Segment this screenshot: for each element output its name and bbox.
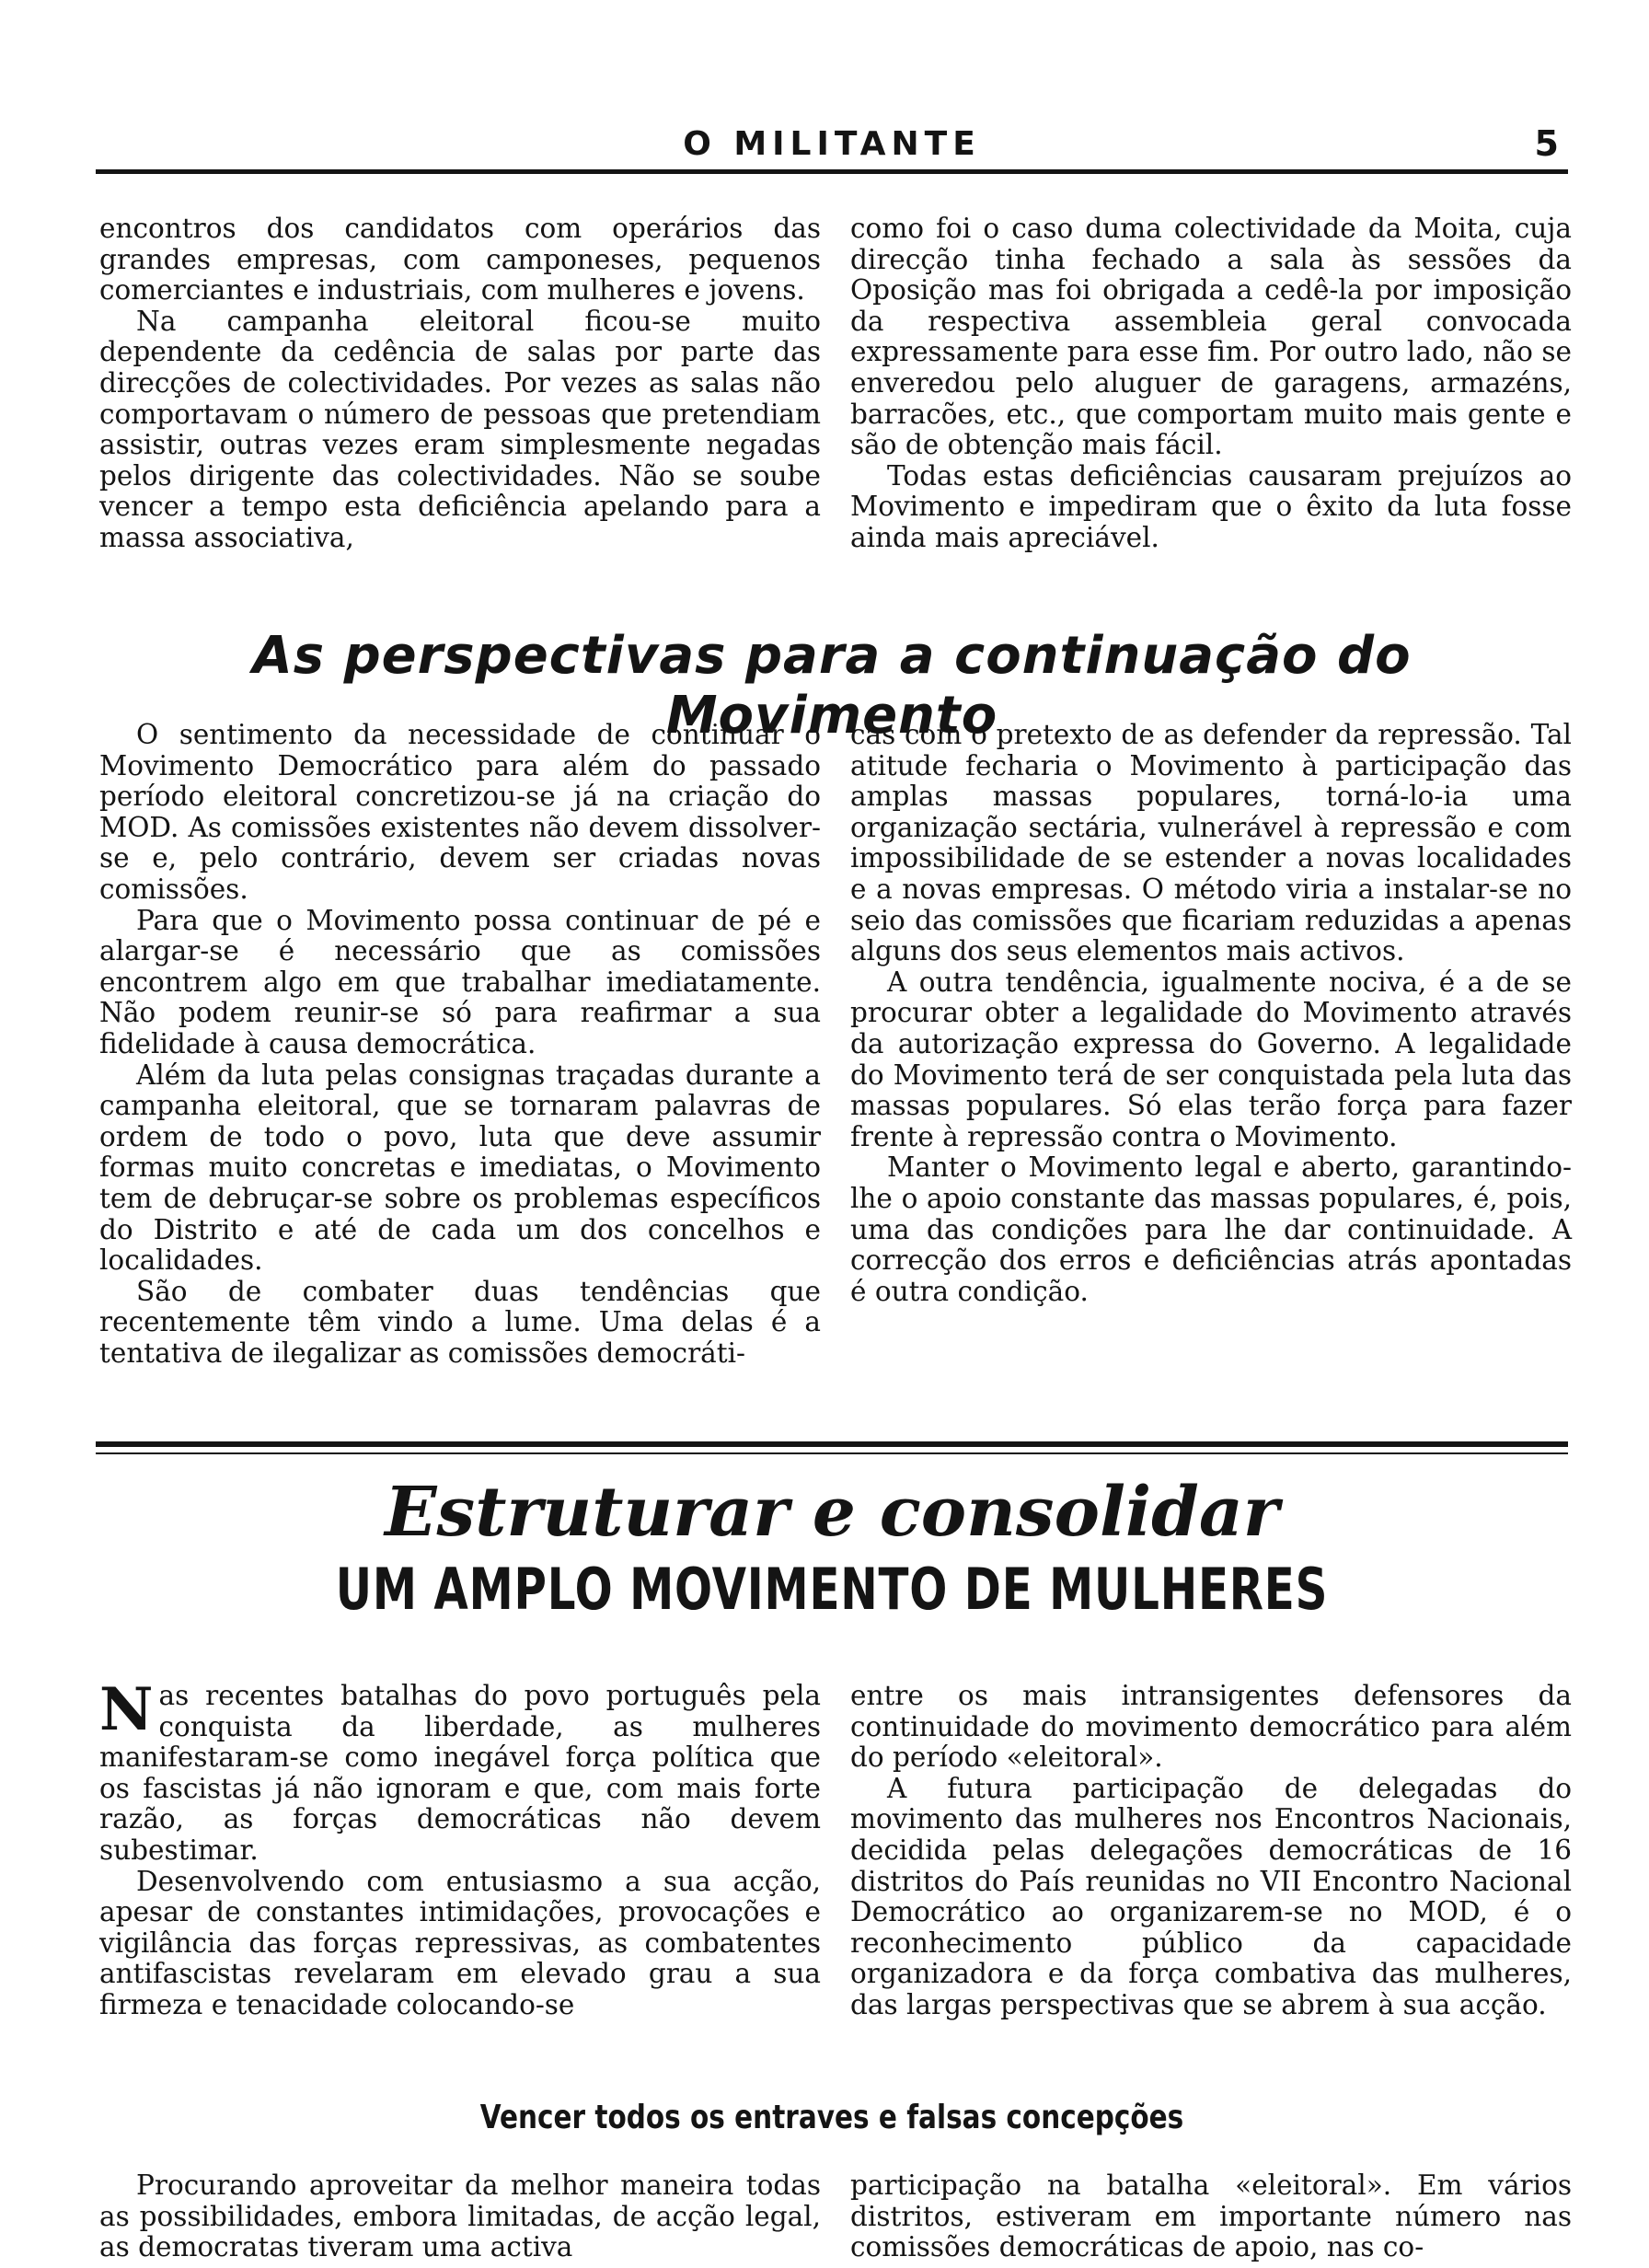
page-header	[96, 118, 1568, 173]
article-right-column	[850, 1681, 1572, 2021]
section1-columns	[99, 214, 1572, 554]
paragraph: participação na batalha «eleitoral». Em vários distritos, estiveram em importante número nas comissões democráticas de apoio, nas co-	[850, 2170, 1572, 2263]
paragraph: Procurando aproveitar da melhor maneira todas as possibilidades, embora limitadas, de acção legal, as democratas tiveram uma activa	[99, 2170, 821, 2263]
header-rule	[96, 169, 1568, 174]
section-divider	[96, 1441, 1568, 1447]
article-title: Estruturar e consolidar	[385, 1473, 1279, 1552]
section2-columns	[99, 720, 1572, 1369]
article-sub-right-column	[850, 2170, 1572, 2263]
article-left-column	[99, 1675, 821, 2021]
article-sub-columns	[99, 2170, 1572, 2263]
section-heading: As perspectivas para a continuação do Movimento	[252, 626, 1412, 746]
paragraph: cas com o pretexto de as defender da repressão. Tal atitude fecharia o Movimento à participação das amplas massas populares, torná-lo-ia uma organização sectária, vulnerável à repressão e com impossibilidade de se estender a novas localidades e a novas empresas. O método viria a instalar-se no seio das comissões que ficariam reduzidas a apenas alguns dos seus elementos mais activos.	[850, 719, 1572, 967]
paragraph: O sentimento da necessidade de continuar o Movimento Democrático para além do passado período eleitoral concretizou-se já na criação do MOD. As comissões existentes não devem dissolver-se e, pelo contrário, devem ser criadas novas comissões.	[99, 719, 821, 905]
section1-right-column	[850, 214, 1572, 554]
paragraph-text: as recentes batalhas do povo português pela conquista da liberdade, as mulheres manifestaram-se como inegável força política que os fascistas já não ignoram e que, com mais forte razão, as forças democráticas não devem subestimar.	[99, 1680, 821, 1866]
paragraph: Todas estas deficiências causaram prejuízos ao Movimento e impediram que o êxito da luta fosse ainda mais apreciável.	[850, 459, 1572, 553]
article-subtitle: UM AMPLO MOVIMENTO DE MULHERES	[335, 1556, 1329, 1623]
publication-title: O MILITANTE	[683, 125, 981, 163]
section1-left-column	[99, 214, 821, 554]
paragraph: Na campanha eleitoral ficou-se muito dependente da cedência de salas por parte das direcções de colectividades. Por vezes as salas não comportavam o número de pessoas que pretendiam assistir, outras vezes eram simplesmente negadas pelos dirigente das colectividades. Não se soube vencer a tempo esta deficiência apelando para a massa associativa,	[99, 305, 821, 553]
paragraph: Desenvolvendo com entusiasmo a sua acção, apesar de constantes intimidações, provocações e vigilância das forças repressivas, as combatentes antifascistas revelaram em elevado grau a sua firmeza e tenacidade colocando-se	[99, 1865, 821, 2020]
paragraph: entre os mais intransigentes defensores da continuidade do movimento democrático para além do período «eleitoral».	[850, 1680, 1572, 1774]
paragraph: A outra tendência, igualmente nociva, é a de se procurar obter a legalidade do Movimento através da autorização expressa do Governo. A legalidade do Movimento terá de ser conquistada pela luta das massas populares. Só elas terão força para fazer frente à repressão contra o Movimento.	[850, 966, 1572, 1152]
drop-cap: N	[99, 1675, 154, 1744]
paragraph: Para que o Movimento possa continuar de pé e alargar-se é necessário que as comissões encontrem algo em que trabalhar imediatamente. Não podem reunir-se só para reafirmar a sua fidelidade à causa democrática.	[99, 904, 821, 1059]
article-subheading: Vencer todos os entraves e falsas concepções	[479, 2099, 1184, 2136]
paragraph	[99, 1675, 821, 1867]
section-divider-thin	[96, 1452, 1568, 1454]
section2-left-column	[99, 720, 821, 1369]
paragraph: Manter o Movimento legal e aberto, garantindo-lhe o apoio constante das massas populares, é, pois, uma das condições para lhe dar continuidade. A correcção dos erros e deficiências atrás apontadas é outra condição.	[850, 1151, 1572, 1307]
paragraph: Além da luta pelas consignas traçadas durante a campanha eleitoral, que se tornaram palavras de ordem de todo o povo, luta que deve assumir formas muito concretas e imediatas, o Movimento tem de debruçar-se sobre os problemas específicos do Distrito e até de cada um dos concelhos e localidades.	[99, 1059, 821, 1277]
article-columns	[99, 1675, 1572, 2021]
page-number: 5	[1534, 123, 1559, 164]
paragraph: encontros dos candidatos com operários das grandes empresas, com camponeses, pequenos comerciantes e industriais, com mulheres e jovens.	[99, 213, 821, 307]
section2-right-column	[850, 720, 1572, 1369]
paragraph: A futura participação de delegadas do movimento das mulheres nos Encontros Nacionais, decidida pelas delegações democráticas de 16 distritos do País reunidas no VII Encontro Nacional Democrático ao organizarem-se no MOD, é o reconhecimento público da capacidade organizadora e da força combativa das mulheres, das largas perspectivas que se abrem à sua acção.	[850, 1772, 1572, 2020]
article-sub-left-column	[99, 2170, 821, 2263]
paragraph: São de combater duas tendências que recentemente têm vindo a lume. Uma delas é a tentativa de ilegalizar as comissões democráti-	[99, 1275, 821, 1369]
paragraph: como foi o caso duma colectividade da Moita, cuja direcção tinha fechado a sala às sessões da Oposição mas foi obrigada a cedê-la por imposição da respectiva assembleia geral convocada expressamente para esse fim. Por outro lado, não se enveredou pelo aluguer de garagens, armazéns, barracões, etc., que comportam muito mais gente e são de obtenção mais fácil.	[850, 213, 1572, 461]
